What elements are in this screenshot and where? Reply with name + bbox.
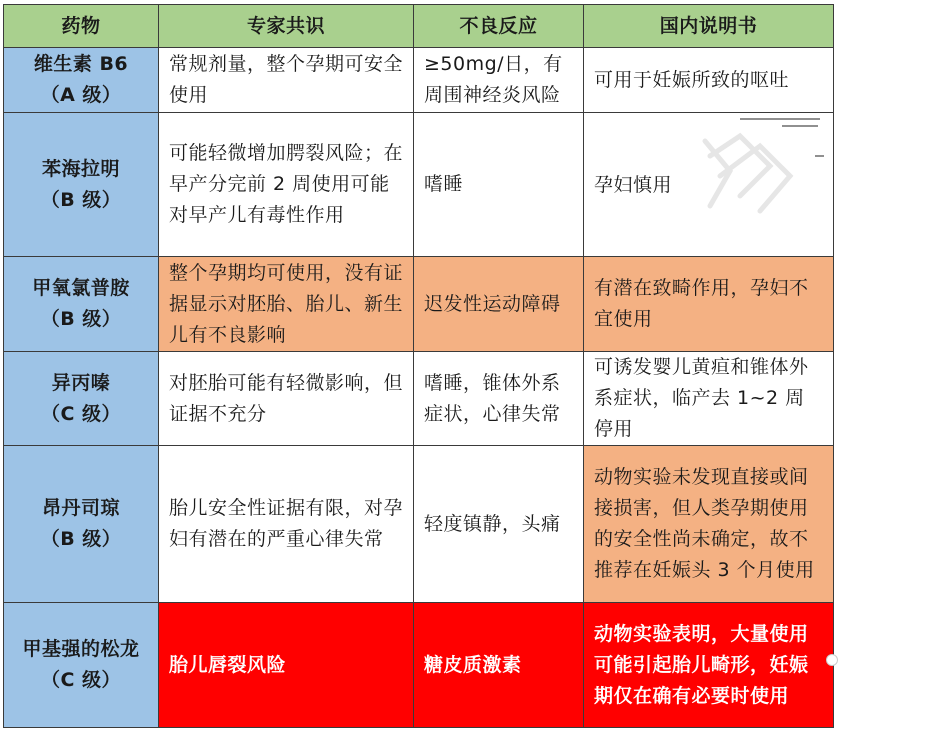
table-row bbox=[4, 446, 834, 603]
header-label: 国内说明书 bbox=[584, 5, 834, 48]
drug-grade: （C 级） bbox=[40, 402, 122, 425]
table-row bbox=[4, 48, 834, 113]
label-cell: 可诱发婴儿黄疸和锥体外系症状，临产去 1~2 周停用 bbox=[584, 352, 834, 446]
adverse-cell: 糖皮质激素 bbox=[414, 603, 584, 728]
adverse-cell: 嗜睡 bbox=[414, 113, 584, 257]
consensus-cell: 常规剂量，整个孕期可安全使用 bbox=[159, 48, 414, 113]
label-cell: 有潜在致畸作用，孕妇不宜使用 bbox=[584, 257, 834, 352]
header-drug: 药物 bbox=[4, 5, 159, 48]
drug-name: 昂丹司琼 bbox=[41, 497, 120, 519]
adverse-cell: 迟发性运动障碍 bbox=[414, 257, 584, 352]
label-cell: 动物实验未发现直接或间接损害，但人类孕期使用的安全性尚未确定，故不推荐在妊娠头 3 个月使用 bbox=[584, 446, 834, 603]
drug-grade: （B 级） bbox=[40, 308, 122, 330]
drug-cell bbox=[4, 113, 159, 257]
table-row bbox=[4, 352, 834, 446]
header-row bbox=[4, 5, 834, 48]
drug-name: 苯海拉明 bbox=[41, 157, 120, 180]
drug-cell bbox=[4, 257, 159, 352]
consensus-cell: 整个孕期均可使用，没有证据显示对胚胎、胎儿、新生儿有不良影响 bbox=[159, 257, 414, 352]
drug-cell bbox=[4, 48, 159, 113]
consensus-cell: 胎儿安全性证据有限，对孕妇有潜在的严重心律失常 bbox=[159, 446, 414, 603]
consensus-cell: 胎儿唇裂风险 bbox=[159, 603, 414, 728]
scroll-handle[interactable] bbox=[826, 654, 838, 666]
consensus-cell: 对胚胎可能有轻微影响，但证据不充分 bbox=[159, 352, 414, 446]
drug-name: 异丙嗪 bbox=[51, 371, 111, 394]
table-row bbox=[4, 257, 834, 352]
adverse-cell: ≥50mg/日，有周围神经炎风险 bbox=[414, 48, 584, 113]
drug-grade: （C 级） bbox=[40, 669, 122, 691]
drug-cell bbox=[4, 352, 159, 446]
table-row bbox=[4, 603, 834, 728]
drug-cell bbox=[4, 446, 159, 603]
header-consensus: 专家共识 bbox=[159, 5, 414, 48]
scribble-mark bbox=[700, 116, 830, 226]
drug-name: 甲基强的松龙 bbox=[22, 638, 140, 660]
drug-grade: （B 级） bbox=[40, 528, 122, 550]
header-adverse: 不良反应 bbox=[414, 5, 584, 48]
drug-grade: （B 级） bbox=[40, 188, 122, 211]
consensus-cell: 可能轻微增加腭裂风险；在早产分完前 2 周使用可能对早产儿有毒性作用 bbox=[159, 113, 414, 257]
adverse-cell: 轻度镇静，头痛 bbox=[414, 446, 584, 603]
drug-cell bbox=[4, 603, 159, 728]
label-text: 孕妇慎用 bbox=[594, 174, 673, 196]
label-cell: 动物实验表明，大量使用可能引起胎儿畸形，妊娠期仅在确有必要时使用 bbox=[584, 603, 834, 728]
drug-grade: （A 级） bbox=[40, 84, 122, 106]
label-cell: 可用于妊娠所致的呕吐 bbox=[584, 48, 834, 113]
drug-comparison-table bbox=[3, 4, 834, 728]
drug-name: 甲氧氯普胺 bbox=[32, 277, 130, 299]
drug-name: 维生素 B6 bbox=[33, 53, 129, 75]
adverse-cell: 嗜睡，锥体外系症状，心律失常 bbox=[414, 352, 584, 446]
